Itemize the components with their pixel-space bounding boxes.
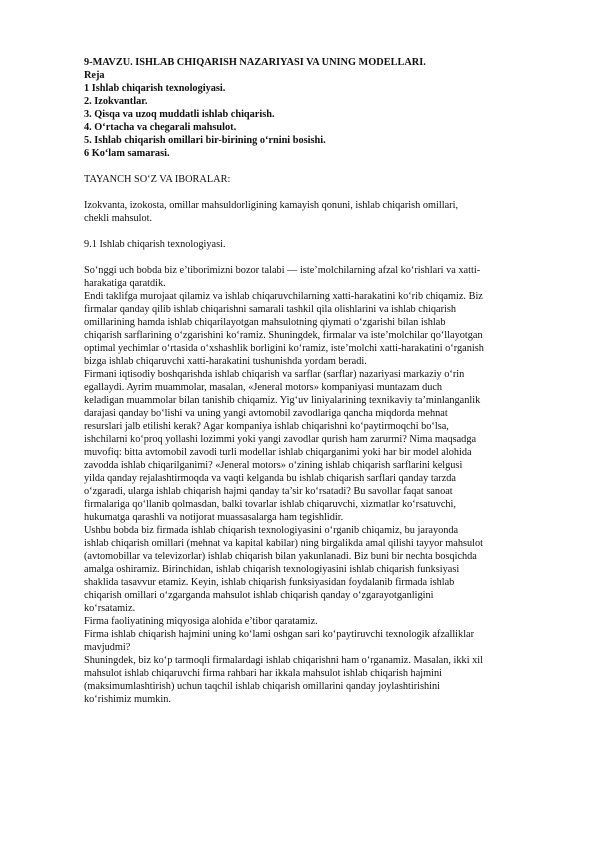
body-line: Firma ishlab chiqarish hajmini uning ko‘lami oshgan sari ko‘paytiruvchi texnologik afzalliklar	[84, 629, 475, 640]
body-text	[84, 264, 524, 706]
body-line: ko‘rishimiz mumkin.	[84, 694, 171, 705]
document-page	[84, 56, 524, 706]
reja-item: 3. Qisqa va uzoq muddatli ishlab chiqarish.	[84, 109, 275, 120]
body-line: muvofiq: bitta avtomobil zavodi turli modellar ishlab chiqarganimi yoki har bir model alohida	[84, 447, 472, 458]
body-line: ko‘rsatamiz.	[84, 603, 136, 614]
body-line: Ushbu bobda biz firmada ishlab chiqarish texnologiyasini o‘rganib chiqamiz, bu jarayonda	[84, 525, 459, 536]
body-line: amalga oshiramiz. Birinchidan, ishlab chiqarish texnologiyasini ishlab chiqarish funksiyasi	[84, 564, 460, 575]
body-line: Firmani iqtisodiy boshqarishda ishlab chiqarish va sarflar (sarflar) nazariyasi markaziy o‘rin	[84, 369, 465, 380]
keywords-heading: TAYANCH SO‘Z VA IBORALAR:	[84, 174, 231, 185]
body-line: o‘zgaradi, ularga ishlab chiqarish hajmi qanday ta’sir ko‘rsatadi? Bu savollar faqat sanoat	[84, 486, 453, 497]
reja-item: 4. O‘rtacha va chegarali mahsulot.	[84, 122, 237, 133]
body-line: firmalariga qo‘llanib qolmasdan, balki tovarlar ishlab chiqaruvchi, xizmatlar ko‘rsatuvchi,	[84, 499, 456, 510]
reja-item: 5. Ishlab chiqarish omillari bir-birining o‘rnini bosishi.	[84, 135, 326, 146]
body-line: zavodda ishlab chiqarilganimi? «Jeneral motors» o‘zining ishlab chiqarish sarflarini kelgusi	[84, 460, 463, 471]
reja-item: 6 Ko‘lam samarasi.	[84, 148, 170, 159]
body-line: (avtomobillar va televizorlar) ishlab chiqarish bilan yakunlanadi. Biz buni bir nechta bosqichda	[84, 551, 477, 562]
body-line: mahsulot ishlab chiqaruvchi firma rahbari har ikkala mahsulot ishlab chiqarish hajmini	[84, 668, 443, 679]
body-line: optimal yechimlar o‘rtasida o‘xshashlik borligini ko‘ramiz, iste’molchi xatti-harakatini o‘rganish	[84, 343, 484, 354]
body-line: resurslari jalb etilishi kerak? Agar kompaniya ishlab chiqarishni ko‘paytirmoqchi bo‘lsa,	[84, 421, 449, 432]
reja-list	[84, 82, 524, 160]
reja-item: 1 Ishlab chiqarish texnologiyasi.	[84, 83, 226, 94]
section-heading: 9.1 Ishlab chiqarish texnologiyasi.	[84, 239, 226, 250]
body-line: shaklida tasavvur etamiz. Keyin, ishlab chiqarish funksiyasidan foydalanib firmada ishlab	[84, 577, 455, 588]
body-line: bizga ishlab chiqaruvchi xatti-harakatini tushunishda yordam beradi.	[84, 356, 367, 367]
keywords-line: Izokvanta, izokosta, omillar mahsuldorligining kamayish qonuni, ishlab chiqarish omillari,	[84, 200, 459, 211]
document-title: 9-MAVZU. ISHLAB CHIQARISH NAZARIYASI VA UNING MODELLARI.	[84, 57, 426, 68]
body-line: Endi taklifga murojaat qilamiz va ishlab chiqaruvchilarning xatti-harakatini ko‘rib chiqamiz. Biz	[84, 291, 483, 302]
body-line: keladigan muammolar bilan tanishib chiqamiz. Yig‘uv liniyalarining texnikaviy ta’minlanganlik	[84, 395, 481, 406]
reja-heading: Reja	[84, 70, 105, 81]
body-line: egallaydi. Ayrim muammolar, masalan, «Jeneral motors» kompaniyasi muntazam duch	[84, 382, 443, 393]
keywords-line: chekli mahsulot.	[84, 213, 153, 224]
body-line: omillarining hamda ishlab chiqarilayotgan mahsulotning qiymati o‘zgarishi bilan ishlab	[84, 317, 446, 328]
body-line: ishchilarni ko‘proq yollashi lozimmi yoki yangi zavodlar qurish ham zarurmi? Nima maqsadga	[84, 434, 477, 445]
reja-item: 2. Izokvantlar.	[84, 96, 148, 107]
body-line: Shuningdek, biz ko‘p tarmoqli firmalardagi ishlab chiqarishni ham o‘rganamiz. Masalan, ikki xil	[84, 655, 484, 666]
body-line: darajasi qanday bo‘lishi va uning yangi avtomobil zavodlariga qancha miqdorda mehnat	[84, 408, 448, 419]
body-line: harakatiga qaratdik.	[84, 278, 166, 289]
body-line: chiqarish sarflarining o‘zgarishini ko‘ramiz. Shuningdek, firmalar va iste’molchilar qo‘llayotgan	[84, 330, 483, 341]
body-line: So‘nggi uch bobda biz e’tiborimizni bozor talabi — iste’molchilarning afzal ko‘rishlari va xatti-	[84, 265, 481, 276]
body-line: Firma faoliyatining miqyosiga alohida e’tibor qaratamiz.	[84, 616, 318, 627]
body-line: hukumatga qarashli va notijorat muassasalarga ham tegishlidir.	[84, 512, 344, 523]
body-line: mavjudmi?	[84, 642, 131, 653]
body-line: chiqarish omillari o‘zgarganda mahsulot ishlab chiqarish qanday o‘zgarayotganligini	[84, 590, 434, 601]
body-line: (maksimumlashtirish) uchun taqchil ishlab chiqarish omillarini qanday joylashtirishini	[84, 681, 441, 692]
body-line: firmalar qanday qilib ishlab chiqarishni samarali tashkil qila olishlarini va ishlab chiqarish	[84, 304, 457, 315]
body-line: ishlab chiqarish omillari (mehnat va kapital kabilar) ning birgalikda amal qilishi tayyor mahsulot	[84, 538, 484, 549]
body-line: yilda qanday rejalashtirmoqda va vaqti kelganda bu ishlab chiqarish sarflari qanday tarzda	[84, 473, 456, 484]
